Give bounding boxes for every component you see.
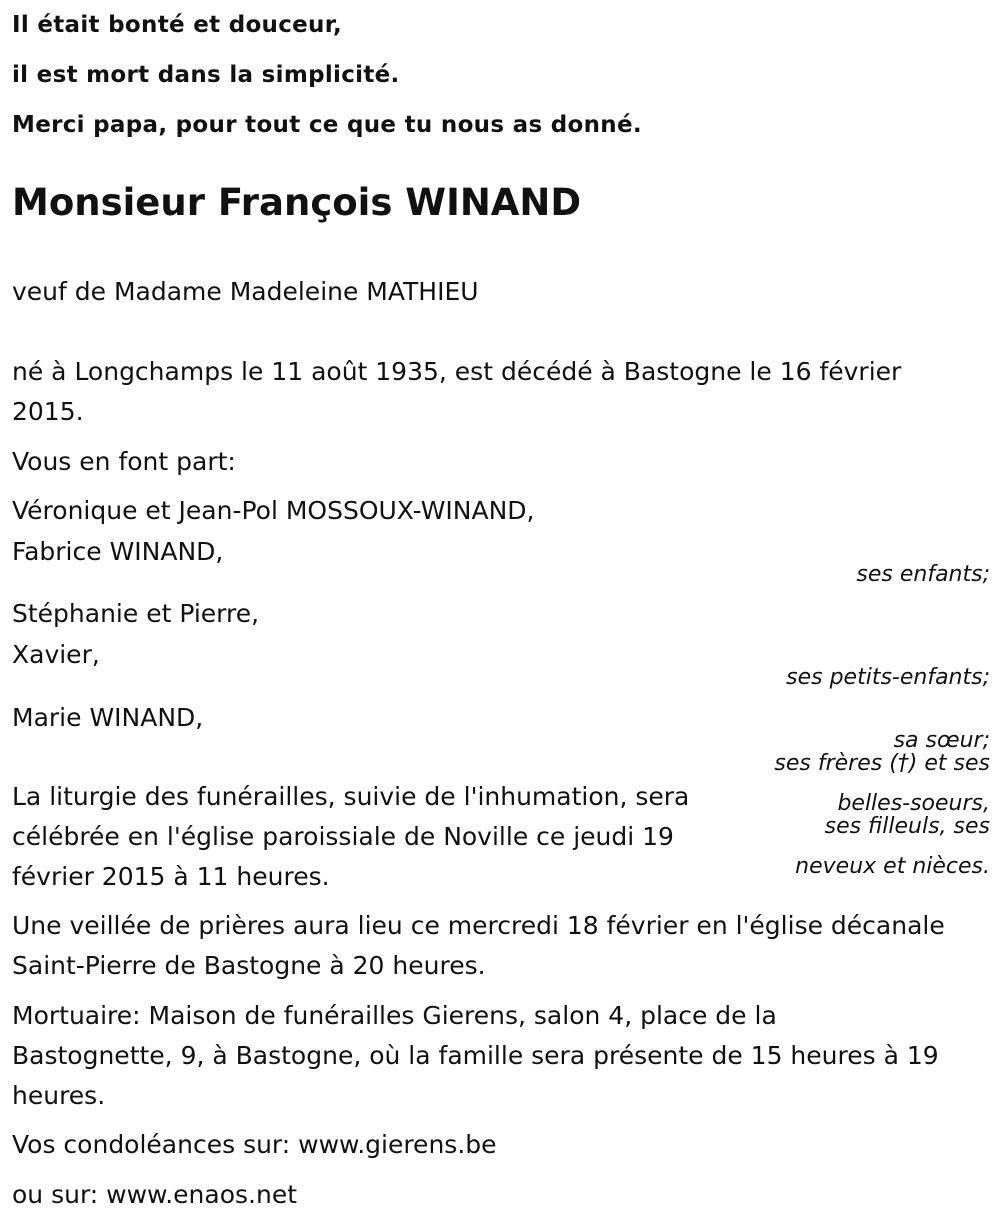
grandchildren-line-1: Stéphanie et Pierre,: [12, 599, 260, 628]
funeral-line-2: célébrée en l'église paroissiale de Noville ce jeudi 19: [12, 822, 674, 851]
sister-name: Marie WINAND,: [12, 703, 204, 732]
mortuary-line-2: Bastognette, 9, à Bastogne, où la famille sera présente de 15 heures à 19: [12, 1041, 939, 1070]
vigil-line-2: Saint-Pierre de Bastogne à 20 heures.: [12, 951, 486, 980]
funeral-line-3: février 2015 à 11 heures.: [12, 862, 330, 891]
grandchildren-line-2: Xavier,: [12, 640, 100, 669]
grandchildren-relation: ses petits-enfants;: [786, 665, 990, 690]
mortuary-line-1: Mortuaire: Maison de funérailles Gierens, salon 4, place de la: [12, 1001, 777, 1030]
others-relation-line-2: belles-soeurs,: [837, 791, 990, 816]
verse-line-3: Merci papa, pour tout ce que tu nous as donné.: [12, 112, 642, 138]
others-relation-line-4: neveux et nièces.: [795, 854, 990, 879]
children-relation: ses enfants;: [856, 562, 990, 587]
announcement: Vous en font part:: [12, 447, 236, 476]
verse-line-1: Il était bonté et douceur,: [12, 12, 343, 38]
verse-line-2: il est mort dans la simplicité.: [12, 62, 400, 88]
children-line-2: Fabrice WINAND,: [12, 537, 224, 566]
others-relation-line-3: ses filleuls, ses: [824, 814, 990, 839]
spouse-line: veuf de Madame Madeleine MATHIEU: [12, 277, 479, 306]
sister-relation: sa sœur;: [893, 728, 990, 753]
mortuary-line-3: heures.: [12, 1081, 106, 1110]
birth-death-line-1: né à Longchamps le 11 août 1935, est décédé à Bastogne le 16 février: [12, 357, 902, 386]
condolences-line-2: ou sur: www.enaos.net: [12, 1180, 297, 1209]
others-relation-line-1: ses frères (†) et ses: [774, 751, 990, 776]
funeral-line-1: La liturgie des funérailles, suivie de l'inhumation, sera: [12, 782, 690, 811]
condolences-line-1: Vos condoléances sur: www.gierens.be: [12, 1130, 497, 1159]
children-line-1: Véronique et Jean-Pol MOSSOUX-WINAND,: [12, 496, 535, 525]
birth-death-line-2: 2015.: [12, 397, 84, 426]
deceased-name: Monsieur François WINAND: [12, 181, 582, 224]
vigil-line-1: Une veillée de prières aura lieu ce mercredi 18 février en l'église décanale: [12, 911, 945, 940]
